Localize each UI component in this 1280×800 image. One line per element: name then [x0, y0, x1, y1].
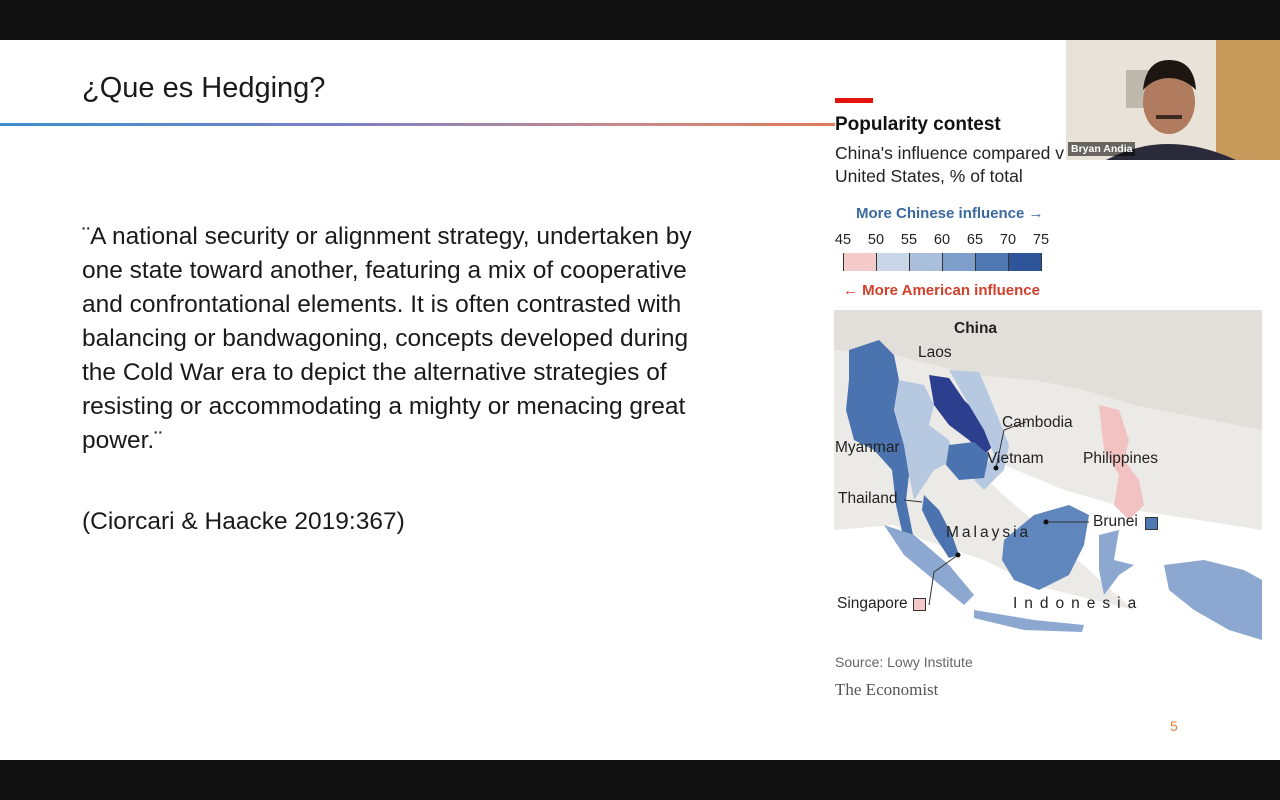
citation: (Ciorcari & Haacke 2019:367) [82, 508, 405, 535]
economist-red-bar [835, 98, 873, 103]
label-brunei: Brunei [1093, 513, 1138, 530]
label-vietnam: Vietnam [987, 450, 1044, 467]
label-singapore: Singapore [837, 595, 908, 612]
more-chinese-label: More Chinese influence → [856, 205, 1044, 222]
scale-tick: 50 [867, 232, 885, 248]
presentation-slide [0, 40, 1280, 760]
singapore-swatch [913, 598, 926, 611]
brunei-swatch [1145, 517, 1158, 530]
scale-swatch [910, 253, 943, 271]
label-cambodia: Cambodia [1002, 414, 1073, 431]
top-letterbox [0, 0, 1280, 40]
scale-tick: 55 [900, 232, 918, 248]
label-china: China [954, 320, 998, 337]
chart-source: Source: Lowy Institute [835, 654, 973, 670]
scale-tick: 70 [999, 232, 1017, 248]
more-american-label: ← More American influence [843, 282, 1040, 299]
southeast-asia-map [834, 310, 1262, 676]
label-myanmar: Myanmar [835, 439, 900, 456]
scale-tick-labels [830, 232, 1060, 250]
scale-tick: 65 [966, 232, 984, 248]
scale-tick: 60 [933, 232, 951, 248]
slide-title: ¿Que es Hedging? [82, 72, 326, 104]
bottom-letterbox [0, 760, 1280, 800]
scale-swatch [877, 253, 910, 271]
definition-quote: ¨A national security or alignment strategy, undertaken by one state toward another, featuring a mix of cooperative and confrontational elements. It is often contrasted with balancing or bandwagoning, concepts developed during the Cold War era to depict the alternative strategies of resisting or accommodating a mighty or menacing great power.¨ [82, 223, 692, 454]
color-scale-legend [843, 253, 1042, 271]
brunei-dot [1044, 520, 1049, 525]
label-philippines: Philippines [1083, 450, 1158, 467]
singapore-dot [956, 553, 961, 558]
label-laos: Laos [918, 344, 952, 361]
label-malaysia: Malaysia [946, 524, 1032, 541]
title-divider [0, 123, 835, 126]
label-thailand: Thailand [838, 490, 898, 507]
scale-swatch [976, 253, 1009, 271]
slide-number: 5 [1170, 718, 1178, 734]
scale-swatch [843, 253, 877, 271]
scale-tick: 75 [1032, 232, 1050, 248]
label-indonesia: Indonesia [1013, 595, 1144, 612]
scale-swatch [943, 253, 976, 271]
chart-title: Popularity contest [835, 114, 1001, 135]
chart-subtitle: China's influence compared v United States, % of total [835, 143, 1065, 186]
participant-name: Bryan Andia [1068, 142, 1135, 156]
scale-tick: 45 [834, 232, 852, 248]
participant-video[interactable] [1066, 40, 1280, 160]
publisher-logo: The Economist [835, 680, 939, 699]
scale-swatch [1009, 253, 1042, 271]
